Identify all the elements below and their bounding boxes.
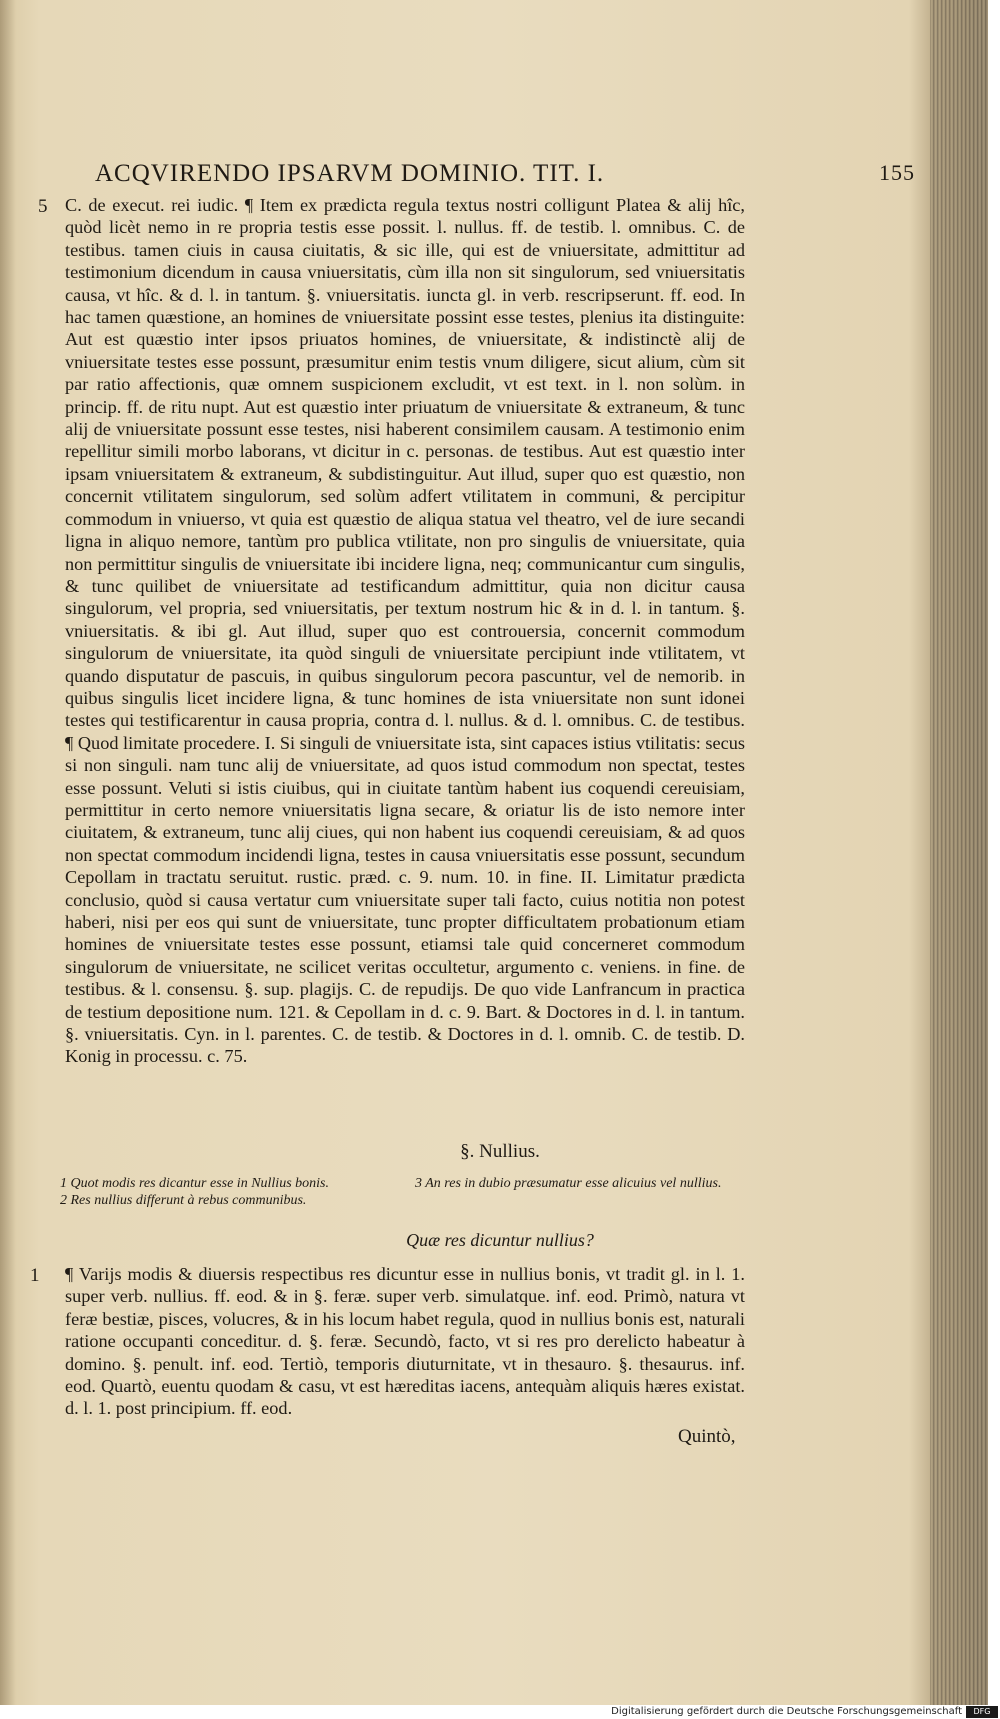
main-paragraph: C. de execut. rei iudic. ¶ Item ex prædicta regula textus nostri colligunt Platea & alij hîc, quòd licèt nemo in re propria testis esse possit. l. nullus. ff. de testib. l. omnibus. C. de testibus. tamen ciuis in causa ciuitatis, & sic ille, qui est de vniuersitate, admittitur ad testimonium dicendum in causa vniuersitatis, cùm illa non sit singulorum, sed vniuersitatis causa, vt hîc. & d. l. in tantum. §. vniuersitatis. iuncta gl. in verb. rescripserunt. ff. eod. In hac tamen quæstione, an homines de vniuersitate possint esse testes, plenius ita distinguite: Aut est quæstio inter ipsos priuatos homines, de vniuersitate, & indistinctè alij de vniuersitate testes esse possunt, præsumitur enim testis vnum diligere, sicut alium, cùm sit par ratio affectionis, quæ omnem suspicionem excludit, vt est text. in l. non solùm. in princip. ff. de ritu nupt. Aut est quæstio inter priuatum de vniuersitate & extraneum, & tunc alij de vniuersitate possunt esse testes, nisi haberent consimilem causam. A testimonio enim repellitur simili morbo laborans, vt dicitur in c. personas. de testibus. Aut est quæstio inter ipsam vniuersitatem & extraneum, & subdistinguitur. Aut illud, super quo est quæstio, non concernit vtilitatem singulorum, sed solùm adfert vtilitatem in communi, & percipitur commodum in vniuerso, vt quia est quæstio de aliqua statua vel theatro, vel de iure secandi ligna in aliquo nemore, tantùm pro publica vtilitate, non pro singulis de vniuersitate, quia non permittitur singulis de vniuersitate ibi incidere ligna, neq; communicantur cum singulis, & tunc quilibet de vniuersitate ad testificandum admittitur, quia non dicitur causa singulorum, vel propria, sed vniuersitatis, per textum nostrum hic & in d. l. in tantum. §. vniuersitatis. & ibi gl. Aut illud, super quo est controuersia, concernit commodum singulorum de vniuersitate, ita quòd singuli de vniuersitate percipiunt inde vtilitatem, vt quando disputatur de pascuis, in quibus singulorum pecora pascuntur, vel de nemorib. in quibus singulis licet incidere ligna, & tunc homines de ista vniuersitate non sunt idonei testes qui testificarentur in causa propria, contra d. l. nullus. & d. l. omnibus. C. de testibus. ¶ Quod limitate procedere. I. Si singuli de vniuersitate ista, sint capaces istius vtilitatis: secus si non singuli. nam tunc alij de vniuersitate, ad quos istud commodum non spectat, testes esse possunt. Veluti si istis ciuibus, qui in ciuitate tantùm habent ius coquendi cereuisiam, permittitur in certo nemore vniuersitatis ligna secare, & oriatur lis de isto nemore inter ciuitatem, & extraneum, tunc alij ciues, qui non habent ius coquendi cereuisiam, & ad quos non spectat commodum incidendi ligna, testes in causa vniuersitatis esse possunt, secundum Cepollam in tractatu seruitut. rustic. præd. c. 9. num. 10. in fine. II. Limitatur prædicta conclusio, quòd si causa vertatur cum vniuersitate super tali facto, cuius notitia non potest haberi, nisi per eos qui sunt de vniuersitate, tunc propter difficultatem probationum etiam homines de vniuersitate testes esse possunt, etiamsi tale quid concerneret commodum singulorum de vniuersitate, ne scilicet veritas occultetur, argumento c. veniens. in fine. de testibus. & l. consensu. §. sup. plagijs. C. de repudijs. De quo vide Lanfrancum in practica de testium depositione num. 121. & Cepollam in d. c. 9. Bart. & Doctores in d. l. in tantum. §. vniuersitatis. Cyn. in l. parentes. C. de testib. & Doctores in d. l. omnib. C. de testib. D. Konig in processu. c. 75. — [65, 195, 745, 1067]
footer-credit: Digitalisierung gefördert durch die Deutsche Forschungsgemeinschaft — [611, 1706, 962, 1717]
binding-shadow — [0, 0, 16, 1705]
second-paragraph: ¶ Varijs modis & diuersis respectibus res dicuntur esse in nullius bonis, vt tradit gl. in l. 1. super verb. nullius. ff. eod. & in §. feræ. super verb. simulatque. inf. eod. Primò, natura vt feræ bestiæ, pisces, volucres, & in his locum habet regula, quod in nullius bonis est, naturali ratione occupanti conceditur. d. §. feræ. Secundò, facto, vt si res pro derelicto habeatur à domino. §. penult. inf. eod. Tertiò, temporis diuturnitate, vt in thesauro. §. thesaurus. inf. eod. Quartò, euentu quodam & casu, vt est hæreditas iacens, antequàm aliquis hæres existat. d. l. 1. post principium. ff. eod. — [65, 1264, 745, 1419]
digitization-footer — [0, 1705, 1000, 1719]
page-edge — [930, 0, 988, 1705]
section-heading: §. Nullius. — [460, 1141, 540, 1162]
catchword: Quintò, — [678, 1426, 736, 1447]
main-text — [65, 194, 745, 1068]
index-column-right: 3 An res in dubio præsumatur esse alicuius vel nullius. — [415, 1176, 722, 1191]
index-column-left: 1 Quot modis res dicantur esse in Nullius bonis. 2 Res nullius differunt à rebus communibus. — [60, 1176, 329, 1208]
header-title: ACQVIRENDO IPSARVM DOMINIO. TIT. I. — [95, 160, 605, 187]
dfg-logo: DFG — [966, 1706, 998, 1718]
margin-number: 5 — [38, 196, 48, 217]
page-number: 155 — [879, 160, 915, 185]
question-heading: Quæ res dicuntur nullius? — [406, 1230, 594, 1250]
running-header — [95, 160, 915, 194]
margin-number: 1 — [30, 1265, 40, 1286]
